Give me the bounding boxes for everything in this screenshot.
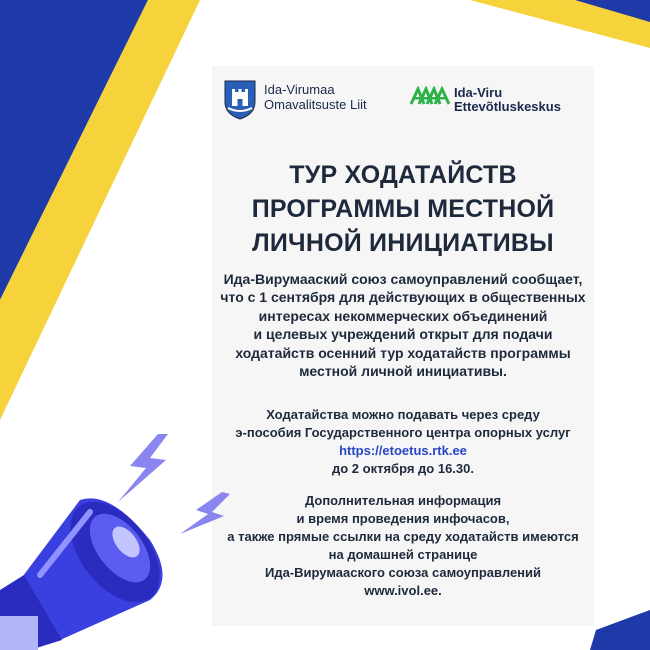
info-paragraph — [212, 492, 594, 600]
megaphone-grip — [0, 616, 38, 650]
coat-of-arms-icon — [224, 80, 256, 120]
submission-deadline: до 2 октября до 16.30. — [332, 461, 474, 476]
submission-paragraph — [212, 406, 594, 478]
submission-line: Ходатайства можно подавать через среду — [266, 407, 540, 422]
info-line: Дополнительная информация — [304, 493, 502, 508]
intro-line: местной личной инициативы. — [299, 363, 507, 380]
lightning-bolt-icon — [180, 492, 230, 534]
etoetus-link[interactable]: https://etoetus.rtk.ee — [339, 443, 467, 458]
ivek-logo — [410, 86, 561, 114]
page-title — [212, 158, 594, 260]
intro-paragraph — [212, 270, 594, 380]
intro-line: и целевых учреждений открыт для подачи — [253, 326, 553, 343]
info-line: и время проведения инфочасов, — [296, 511, 510, 526]
info-line: Ида-Вирумааского союза самоуправлений — [264, 565, 542, 580]
megaphone-icon — [0, 430, 230, 650]
ivol-logo-line2: Omavalitsuste Liit — [264, 97, 367, 112]
ivek-logo-line1: Ida-Viru — [454, 85, 503, 100]
navy-strip-bottom-right — [590, 610, 650, 650]
info-line: на домашней странице — [328, 547, 478, 562]
title-line-1: ТУР ХОДАТАЙСТВ — [289, 161, 517, 189]
intro-line: Ида-Вирумааский союз самоуправлений сообщает, — [223, 271, 583, 287]
ivol-website-link[interactable]: www.ivol.ee. — [364, 583, 442, 598]
submission-line: э-пособия Государственного центра опорных услуг — [235, 425, 571, 440]
ivol-logo-line1: Ida-Virumaa — [264, 82, 335, 97]
ivek-logo-line2: Ettevõtluskeskus — [454, 99, 561, 114]
ivol-logo — [224, 80, 367, 120]
intro-line: ходатайств осенний тур ходатайств программы — [235, 344, 571, 361]
info-line: а также прямые ссылки на среду ходатайств имеются — [227, 529, 579, 544]
ivek-chevrons-icon — [410, 86, 450, 106]
title-line-3: ЛИЧНОЙ ИНИЦИАТИВЫ — [252, 229, 554, 257]
lightning-bolt-icon — [118, 434, 168, 502]
intro-line: интересах некоммерческих объединений — [258, 307, 548, 324]
logo-row — [224, 80, 594, 124]
intro-line: что с 1 сентября для действующих в общественных — [220, 289, 586, 306]
title-line-2: ПРОГРАММЫ МЕСТНОЙ — [251, 195, 555, 223]
